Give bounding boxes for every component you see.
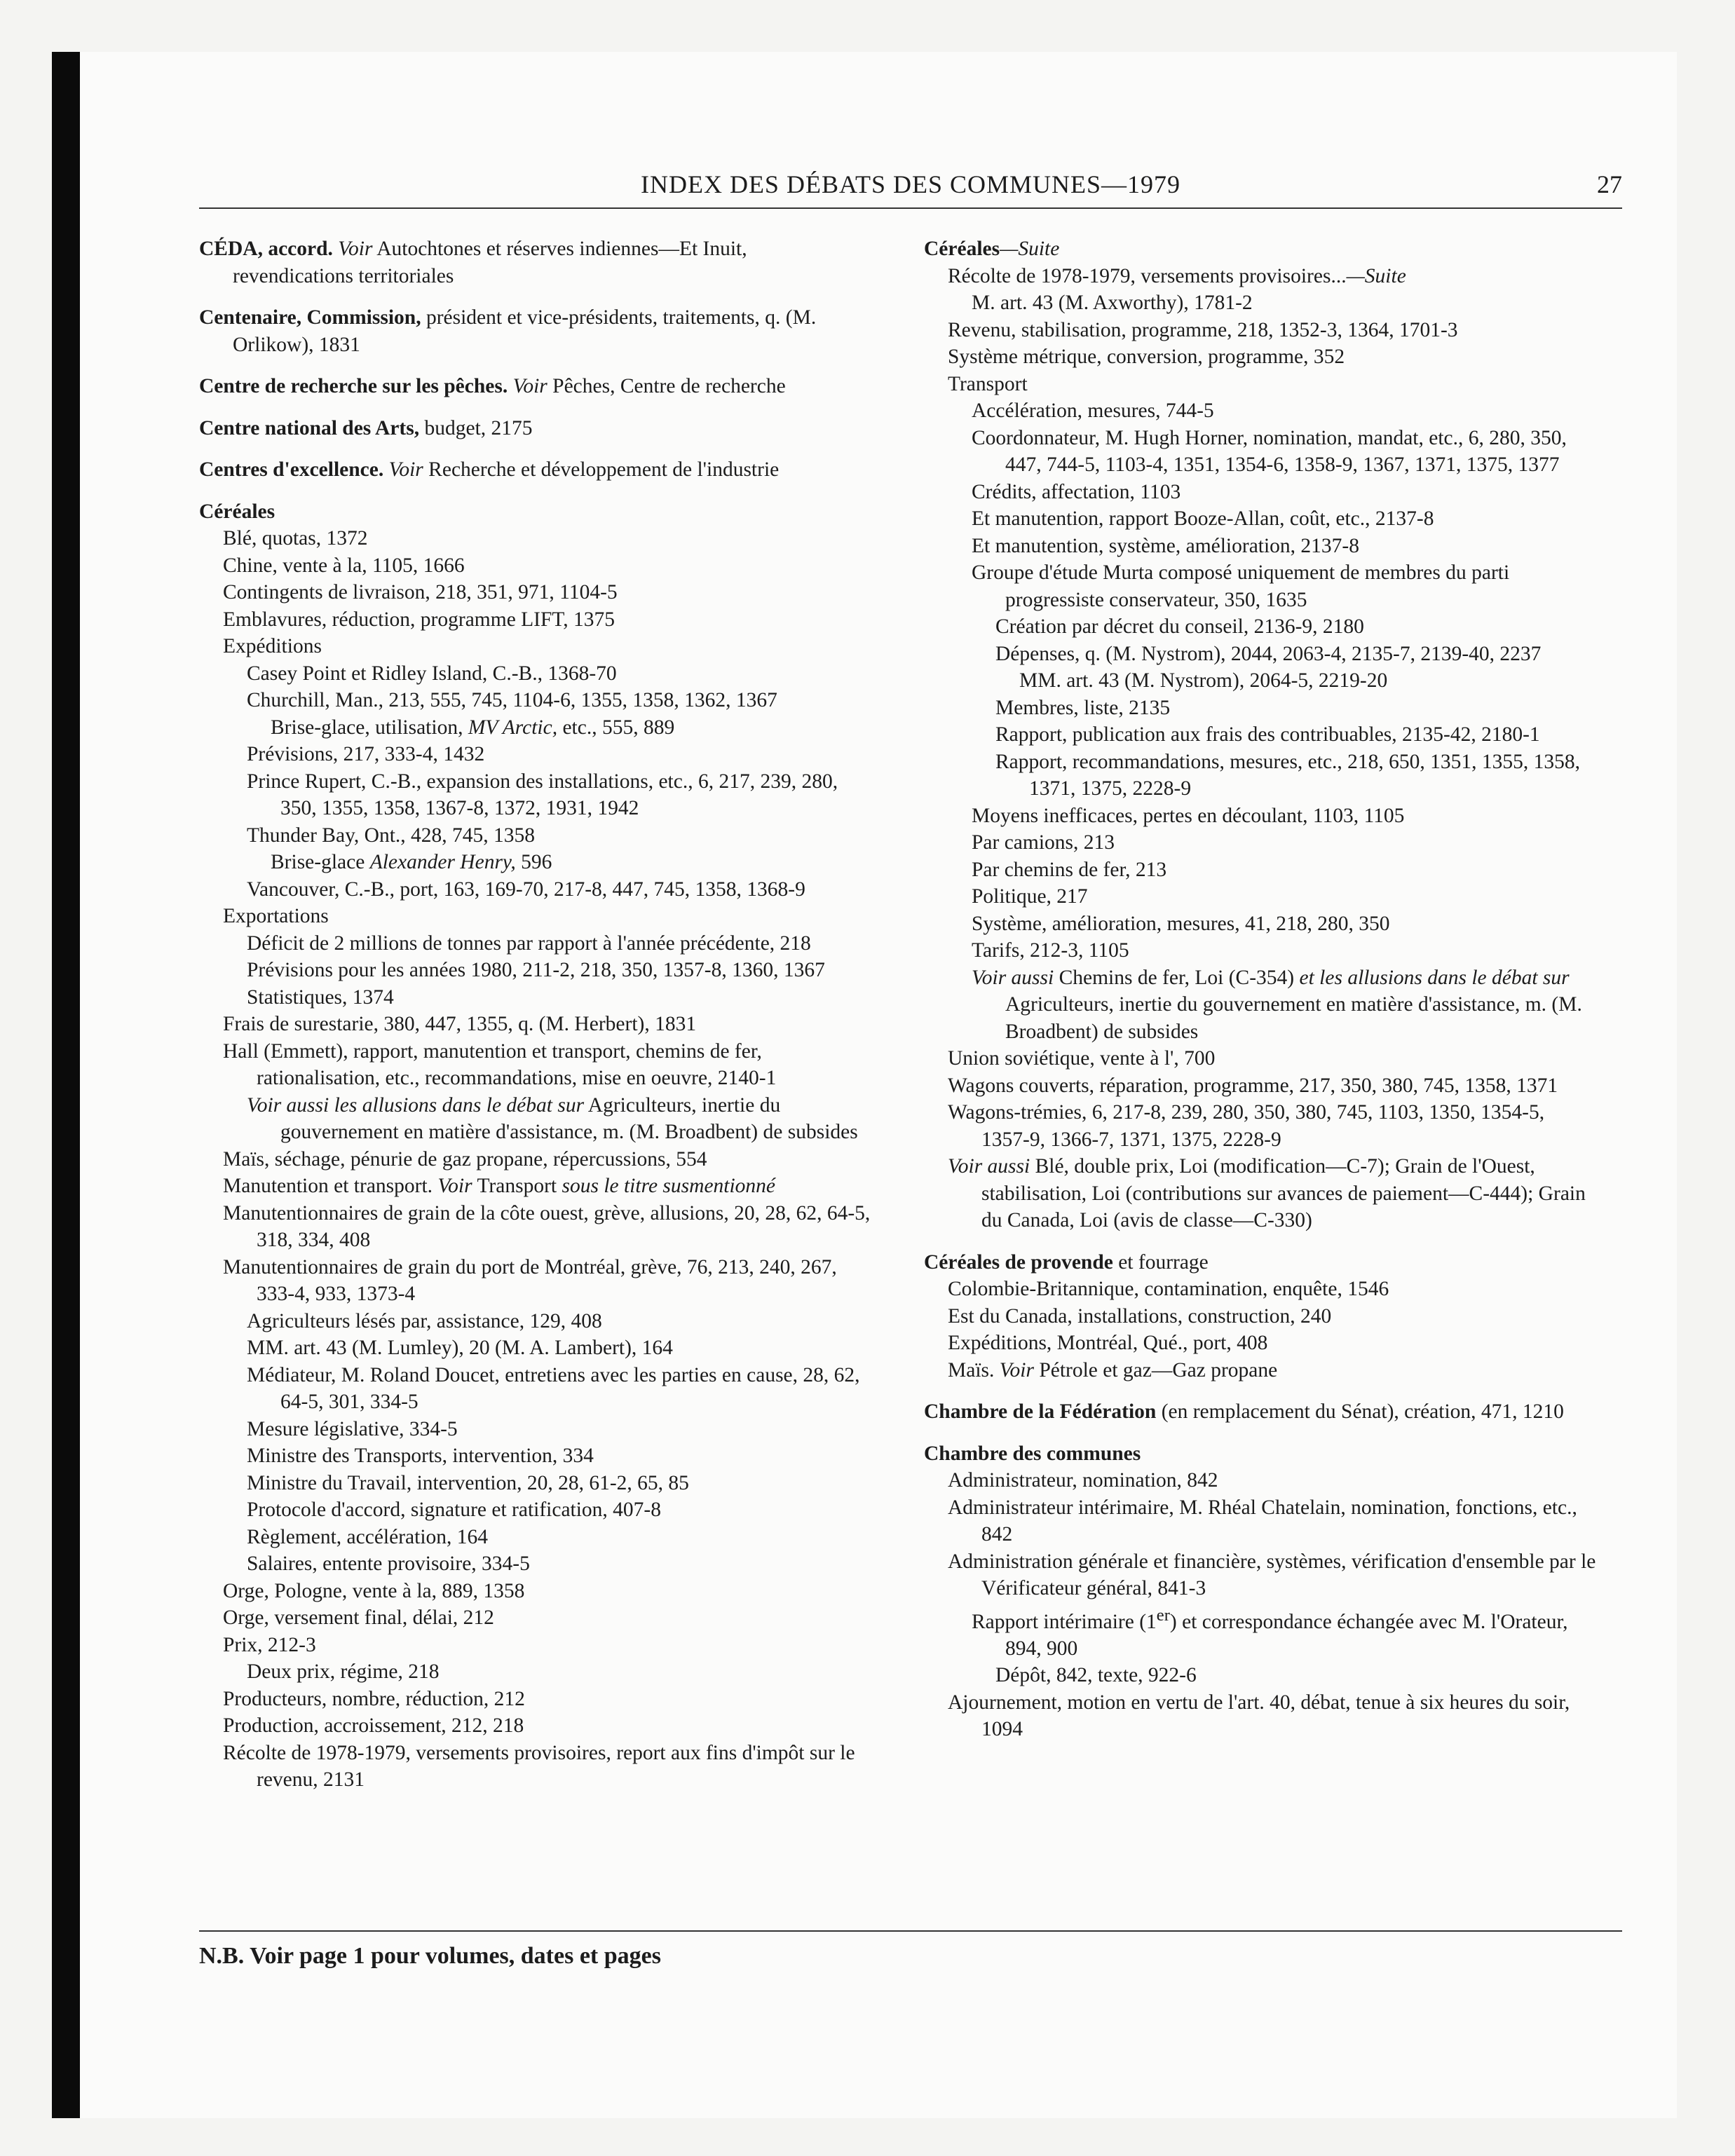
entry-text: Deux prix, régime, 218: [247, 1660, 440, 1683]
entry-text: Centre national des Arts,: [199, 416, 420, 439]
entry-text: MV Arctic,: [468, 716, 558, 739]
entry-text: er: [1156, 1605, 1170, 1625]
entry-text: Et manutention, système, amélioration, 2137-8: [972, 534, 1360, 557]
index-subentry: [199, 903, 872, 930]
index-subentry: [199, 687, 872, 714]
entry-text: Accélération, mesures, 744-5: [972, 400, 1214, 422]
index-subentry: [199, 1200, 872, 1254]
entry-text: [383, 458, 388, 481]
entry-text: sous le titre susmentionné: [562, 1175, 776, 1197]
entry-text: Chambre des communes: [924, 1442, 1141, 1465]
entry-text: Expéditions: [223, 635, 322, 657]
index-subentry: [199, 606, 872, 634]
entry-text: Brise-glace, utilisation,: [271, 716, 468, 739]
index-subentry: [924, 479, 1597, 506]
entry-text: MM. art. 43 (M. Lumley), 20 (M. A. Lambert), 164: [247, 1337, 673, 1359]
index-subentry: [199, 849, 872, 876]
index-subentry: [924, 397, 1597, 425]
entry-text: Manutention et transport.: [223, 1175, 438, 1197]
index-heading-entry: [924, 1249, 1597, 1276]
entry-text: Céréales: [199, 500, 275, 523]
index-subentry: [924, 964, 1597, 1046]
entry-text: Dépenses, q. (M. Nystrom), 2044, 2063-4, 2135-7, 2139-40, 2237: [995, 642, 1542, 665]
index-subentry: [199, 1092, 872, 1146]
entry-text: Thunder Bay, Ont., 428, 745, 1358: [247, 824, 536, 847]
entry-text: Voir: [388, 458, 423, 481]
entry-text: Manutentionnaires de grain de la côte ouest, grève, allusions, 20, 28, 62, 64-5, 318, 334, 408: [223, 1201, 871, 1251]
index-subentry: [199, 552, 872, 580]
index-subentry: [924, 1602, 1597, 1663]
entry-text: Tarifs, 212-3, 1105: [972, 939, 1129, 962]
index-subentry: [199, 1416, 872, 1443]
entry-text: Administrateur intérimaire, M. Rhéal Chatelain, nomination, fonctions, etc., 842: [948, 1496, 1577, 1546]
index-subentry: [924, 667, 1597, 695]
entry-text: Wagons couverts, réparation, programme, 217, 350, 380, 745, 1358, 1371: [948, 1074, 1558, 1097]
index-subentry: [924, 749, 1597, 803]
entry-text: Rapport, publication aux frais des contribuables, 2135-42, 2180-1: [995, 723, 1540, 746]
entry-text: Coordonnateur, M. Hugh Horner, nomination, mandat, etc., 6, 280, 350, 447, 744-5, 1103-4, 1351, 1354-6, 1358-9, 1367, 1371, 1375, 1377: [972, 426, 1567, 476]
entry-text: Chemins de fer, Loi (C-354): [1054, 966, 1300, 989]
entry-text: Voir: [338, 238, 373, 260]
entry-text: Pêches, Centre de recherche: [547, 375, 786, 397]
entry-text: Centenaire, Commission,: [199, 306, 421, 329]
index-subentry: [199, 1173, 872, 1200]
entry-text: Maïs.: [948, 1358, 1000, 1381]
entry-text: Voir: [512, 375, 547, 397]
entry-text: Prévisions, 217, 333-4, 1432: [247, 743, 485, 765]
entry-text: Union soviétique, vente à l', 700: [948, 1047, 1216, 1070]
index-subentry: [199, 1308, 872, 1335]
index-subentry: [924, 1689, 1597, 1743]
index-subentry: [924, 1303, 1597, 1330]
entry-text: etc., 555, 889: [557, 716, 675, 739]
entry-text: [508, 375, 512, 397]
entry-text: MM. art. 43 (M. Nystrom), 2064-5, 2219-20: [1019, 669, 1388, 692]
entry-text: Exportations: [223, 905, 329, 927]
entry-text: Statistiques, 1374: [247, 985, 394, 1009]
entry-text: Frais de surestarie, 380, 447, 1355, q. (M. Herbert), 1831: [223, 1013, 697, 1035]
entry-text: Moyens inefficaces, pertes en découlant, 1103, 1105: [972, 804, 1405, 827]
index-subentry: [924, 829, 1597, 857]
entry-text: Règlement, accélération, 164: [247, 1525, 489, 1548]
index-subentry: [924, 1330, 1597, 1357]
entry-text: Protocole d'accord, signature et ratification, 407-8: [247, 1499, 662, 1521]
entry-text: Rapport intérimaire (1: [972, 1610, 1157, 1633]
entry-text: Par camions, 213: [972, 831, 1115, 854]
index-subentry: [199, 579, 872, 606]
index-subentry: [199, 660, 872, 688]
entry-text: Administration générale et financière, systèmes, vérification d'ensemble par le Vérificateur général, 841-3: [948, 1550, 1596, 1599]
entry-text: Wagons-trémies, 6, 217-8, 239, 280, 350, 380, 745, 1103, 1350, 1354-5, 1357-9, 1366-7, 1371, 1375, 2228-9: [948, 1101, 1545, 1151]
entry-text: président et vice-présidents, traitements, q. (M. Orlikow), 1831: [233, 306, 817, 356]
entry-text: Prix, 212-3: [223, 1633, 316, 1656]
index-subentry: [199, 1550, 872, 1578]
index-heading-entry: [199, 415, 872, 442]
entry-text: et les allusions dans le débat sur: [1299, 966, 1570, 989]
index-subentry: [924, 263, 1597, 290]
entry-text: Colombie-Britannique, contamination, enquête, 1546: [948, 1278, 1389, 1300]
index-subentry: [199, 1496, 872, 1524]
index-subentry: [924, 1357, 1597, 1384]
index-subentry: [924, 1467, 1597, 1494]
entry-text: Producteurs, nombre, réduction, 212: [223, 1687, 525, 1710]
entry-text: Brise-glace: [271, 851, 370, 873]
entry-text: Prince Rupert, C.-B., expansion des installations, etc., 6, 217, 239, 280, 350, 1355, 1358, 1367-8, 1372, 1931, 1942: [247, 770, 838, 819]
entry-text: Orge, Pologne, vente à la, 889, 1358: [223, 1579, 525, 1602]
index-heading-entry: [924, 236, 1597, 263]
entry-text: Hall (Emmett), rapport, manutention et transport, chemins de fer, rationalisation, etc., recommandations, mise en oeuvre, 2140-1: [223, 1039, 777, 1089]
entry-text: Revenu, stabilisation, programme, 218, 1352-3, 1364, 1701-3: [948, 318, 1458, 341]
index-subentry: [924, 559, 1597, 613]
entry-text: Déficit de 2 millions de tonnes par rapport à l'année précédente, 218: [247, 932, 811, 955]
index-subentry: [924, 937, 1597, 964]
index-heading-entry: [199, 236, 872, 289]
entry-text: Agriculteurs lésés par, assistance, 129, 408: [247, 1309, 602, 1332]
entry-text: Voir: [999, 1358, 1034, 1381]
index-subentry: [199, 930, 872, 957]
entry-text: Rapport, recommandations, mesures, etc., 218, 650, 1351, 1355, 1358, 1371, 1375, 2228-9: [995, 750, 1581, 800]
index-subentry: [924, 803, 1597, 830]
entry-text: Ministre des Transports, intervention, 334: [247, 1445, 594, 1467]
entry-text: Céréales: [924, 238, 1000, 260]
page-number: 27: [1597, 170, 1622, 198]
index-subentry: [199, 984, 872, 1011]
entry-text: et fourrage: [1113, 1250, 1209, 1274]
entry-text: Système métrique, conversion, programme, 352: [948, 346, 1345, 368]
entry-text: Pétrole et gaz—Gaz propane: [1033, 1358, 1278, 1381]
index-subentry: [924, 1548, 1597, 1602]
entry-text: CÉDA, accord.: [199, 238, 333, 260]
entry-text: Ministre du Travail, intervention, 20, 28, 61-2, 65, 85: [247, 1471, 689, 1494]
running-header: [199, 167, 1622, 209]
index-subentry: [924, 1072, 1597, 1100]
index-subentry: [924, 1276, 1597, 1303]
entry-text: Récolte de 1978-1979, versements provisoires, report aux fins d'impôt sur le revenu, 2131: [223, 1741, 855, 1791]
entry-text: Récolte de 1978-1979, versements provisoires...: [948, 264, 1347, 287]
entry-text: Blé, double prix, Loi (modification—C-7); Grain de l'Ouest, stabilisation, Loi (contributions sur avances de paiement—C-444); Grain du Canada, Loi (avis de classe—C-330): [981, 1155, 1586, 1231]
entry-text: Orge, versement final, délai, 212: [223, 1606, 494, 1629]
index-subentry: [924, 317, 1597, 344]
index-heading-entry: [199, 456, 872, 484]
entry-text: Transport: [472, 1175, 562, 1197]
entry-text: Emblavures, réduction, programme LIFT, 1375: [223, 608, 615, 631]
index-subentry: [199, 1686, 872, 1713]
entry-text: Alexander Henry,: [369, 851, 516, 873]
index-subentry: [924, 289, 1597, 317]
header-title: INDEX DES DÉBATS DES COMMUNES—1979: [640, 170, 1181, 198]
entry-text: Céréales de provende: [924, 1250, 1113, 1274]
index-subentry: [199, 1038, 872, 1092]
index-subentry: [924, 371, 1597, 398]
entry-text: 596: [515, 851, 552, 873]
index-heading-entry: [924, 1440, 1597, 1468]
entry-text: Blé, quotas, 1372: [223, 527, 368, 550]
index-subentry: [199, 525, 872, 552]
entry-text: M. art. 43 (M. Axworthy), 1781-2: [972, 292, 1253, 314]
entry-text: Transport: [948, 372, 1028, 395]
index-column-right: [924, 236, 1597, 1743]
index-subentry: [199, 1011, 872, 1038]
index-subentry: [199, 1442, 872, 1470]
entry-text: Membres, liste, 2135: [995, 696, 1171, 719]
entry-text: Médiateur, M. Roland Doucet, entretiens avec les parties en cause, 28, 62, 64-5, 301, 334-5: [247, 1363, 860, 1413]
entry-text: Centre de recherche sur les pêches.: [199, 375, 508, 397]
entry-text: Administrateur, nomination, 842: [948, 1469, 1218, 1492]
index-subentry: [199, 1604, 872, 1632]
entry-text: Voir aussi: [972, 966, 1054, 989]
entry-text: Churchill, Man., 213, 555, 745, 1104-6, 1355, 1358, 1362, 1367: [247, 689, 777, 711]
index-subentry: [924, 343, 1597, 371]
entry-text: Casey Point et Ridley Island, C.-B., 1368-70: [247, 662, 617, 685]
entry-text: Prévisions pour les années 1980, 211-2, 218, 350, 1357-8, 1360, 1367: [247, 959, 825, 981]
index-subentry: [924, 910, 1597, 938]
entry-text: Mesure législative, 334-5: [247, 1417, 458, 1440]
index-subentry: [924, 613, 1597, 641]
footer-note: N.B. Voir page 1 pour volumes, dates et pages: [199, 1943, 661, 1969]
index-subentry: [199, 1524, 872, 1551]
entry-text: Chine, vente à la, 1105, 1666: [223, 554, 465, 577]
index-subentry: [199, 714, 872, 742]
header-rule: [199, 207, 1622, 209]
index-subentry: [924, 505, 1597, 533]
entry-text: Voir aussi les allusions dans le débat sur: [247, 1093, 585, 1117]
entry-text: Agriculteurs, inertie du gouvernement en matière d'assistance, m. (M. Broadbent) de subsides: [1005, 993, 1582, 1043]
index-subentry: [199, 1362, 872, 1416]
entry-text: Voir aussi: [948, 1155, 1030, 1178]
entry-text: Recherche et développement de l'industrie: [423, 458, 780, 481]
index-heading-entry: [199, 373, 872, 400]
entry-text: Centres d'excellence.: [199, 458, 384, 481]
entry-text: Dépôt, 842, texte, 922-6: [995, 1664, 1197, 1687]
entry-text: Groupe d'étude Murta composé uniquement de membres du parti progressiste conservateur, 350, 1635: [972, 561, 1510, 611]
index-subentry: [199, 1578, 872, 1605]
index-subentry: [924, 641, 1597, 668]
entry-text: Autochtones et réserves indiennes—Et Inuit, revendications territoriales: [233, 238, 747, 287]
index-subentry: [924, 1494, 1597, 1548]
entry-text: Chambre de la Fédération: [924, 1400, 1157, 1423]
index-subentry: [199, 633, 872, 660]
index-subentry: [199, 1146, 872, 1173]
entry-text: Crédits, affectation, 1103: [972, 480, 1181, 503]
entry-text: Par chemins de fer, 213: [972, 858, 1167, 881]
entry-text: Est du Canada, installations, construction, 240: [948, 1304, 1332, 1328]
entry-text: Expéditions, Montréal, Qué., port, 408: [948, 1332, 1268, 1354]
entry-text: Vancouver, C.-B., port, 163, 169-70, 217-8, 447, 745, 1358, 1368-9: [247, 878, 805, 901]
entry-text: —Suite: [1000, 238, 1060, 260]
index-subentry: [924, 425, 1597, 479]
footer-rule: [199, 1930, 1622, 1932]
entry-text: Maïs, séchage, pénurie de gaz propane, répercussions, 554: [223, 1147, 707, 1171]
index-subentry: [199, 741, 872, 768]
index-subentry: [199, 1335, 872, 1362]
index-subentry: [924, 857, 1597, 884]
index-subentry: [924, 883, 1597, 910]
entry-text: —Suite: [1346, 264, 1406, 287]
entry-text: Manutentionnaires de grain du port de Montréal, grève, 76, 213, 240, 267, 333-4, 933, 1373-4: [223, 1255, 837, 1305]
index-heading-entry: [199, 304, 872, 358]
index-heading-entry: [199, 498, 872, 526]
index-subentry: [924, 1662, 1597, 1689]
index-subentry: [199, 1712, 872, 1740]
entry-text: Voir: [437, 1175, 472, 1197]
index-subentry: [199, 768, 872, 822]
entry-text: Système, amélioration, mesures, 41, 218, 280, 350: [972, 912, 1390, 935]
entry-text: Contingents de livraison, 218, 351, 971, 1104-5: [223, 581, 618, 603]
index-subentry: [924, 695, 1597, 722]
entry-text: budget, 2175: [419, 416, 533, 439]
entry-text: ) et correspondance échangée avec M. l'Orateur, 894, 900: [1005, 1610, 1568, 1660]
index-subentry: [924, 1045, 1597, 1072]
entry-text: (en remplacement du Sénat), création, 471, 1210: [1156, 1400, 1564, 1423]
index-subentry: [199, 876, 872, 903]
index-subentry: [199, 822, 872, 850]
index-subentry: [924, 1099, 1597, 1153]
entry-text: Agriculteurs, inertie du gouvernement en matière d'assistance, m. (M. Broadbent) de subsides: [280, 1093, 858, 1143]
entry-text: Et manutention, rapport Booze-Allan, coût, etc., 2137-8: [972, 507, 1434, 530]
index-subentry: [924, 1153, 1597, 1234]
entry-text: Salaires, entente provisoire, 334-5: [247, 1553, 530, 1575]
index-subentry: [199, 1658, 872, 1686]
index-heading-entry: [924, 1398, 1597, 1426]
index-subentry: [199, 957, 872, 984]
index-column-left: [199, 236, 872, 1794]
index-subentry: [199, 1470, 872, 1497]
entry-text: Création par décret du conseil, 2136-9, 2180: [995, 615, 1364, 638]
index-subentry: [924, 721, 1597, 749]
entry-text: Ajournement, motion en vertu de l'art. 40, débat, tenue à six heures du soir, 1094: [948, 1691, 1570, 1741]
index-subentry: [199, 1254, 872, 1308]
index-subentry: [199, 1632, 872, 1659]
entry-text: Politique, 217: [972, 885, 1088, 908]
entry-text: Production, accroissement, 212, 218: [223, 1714, 524, 1737]
index-subentry: [924, 533, 1597, 560]
index-subentry: [199, 1740, 872, 1794]
scan-edge-bar: [52, 52, 80, 2118]
